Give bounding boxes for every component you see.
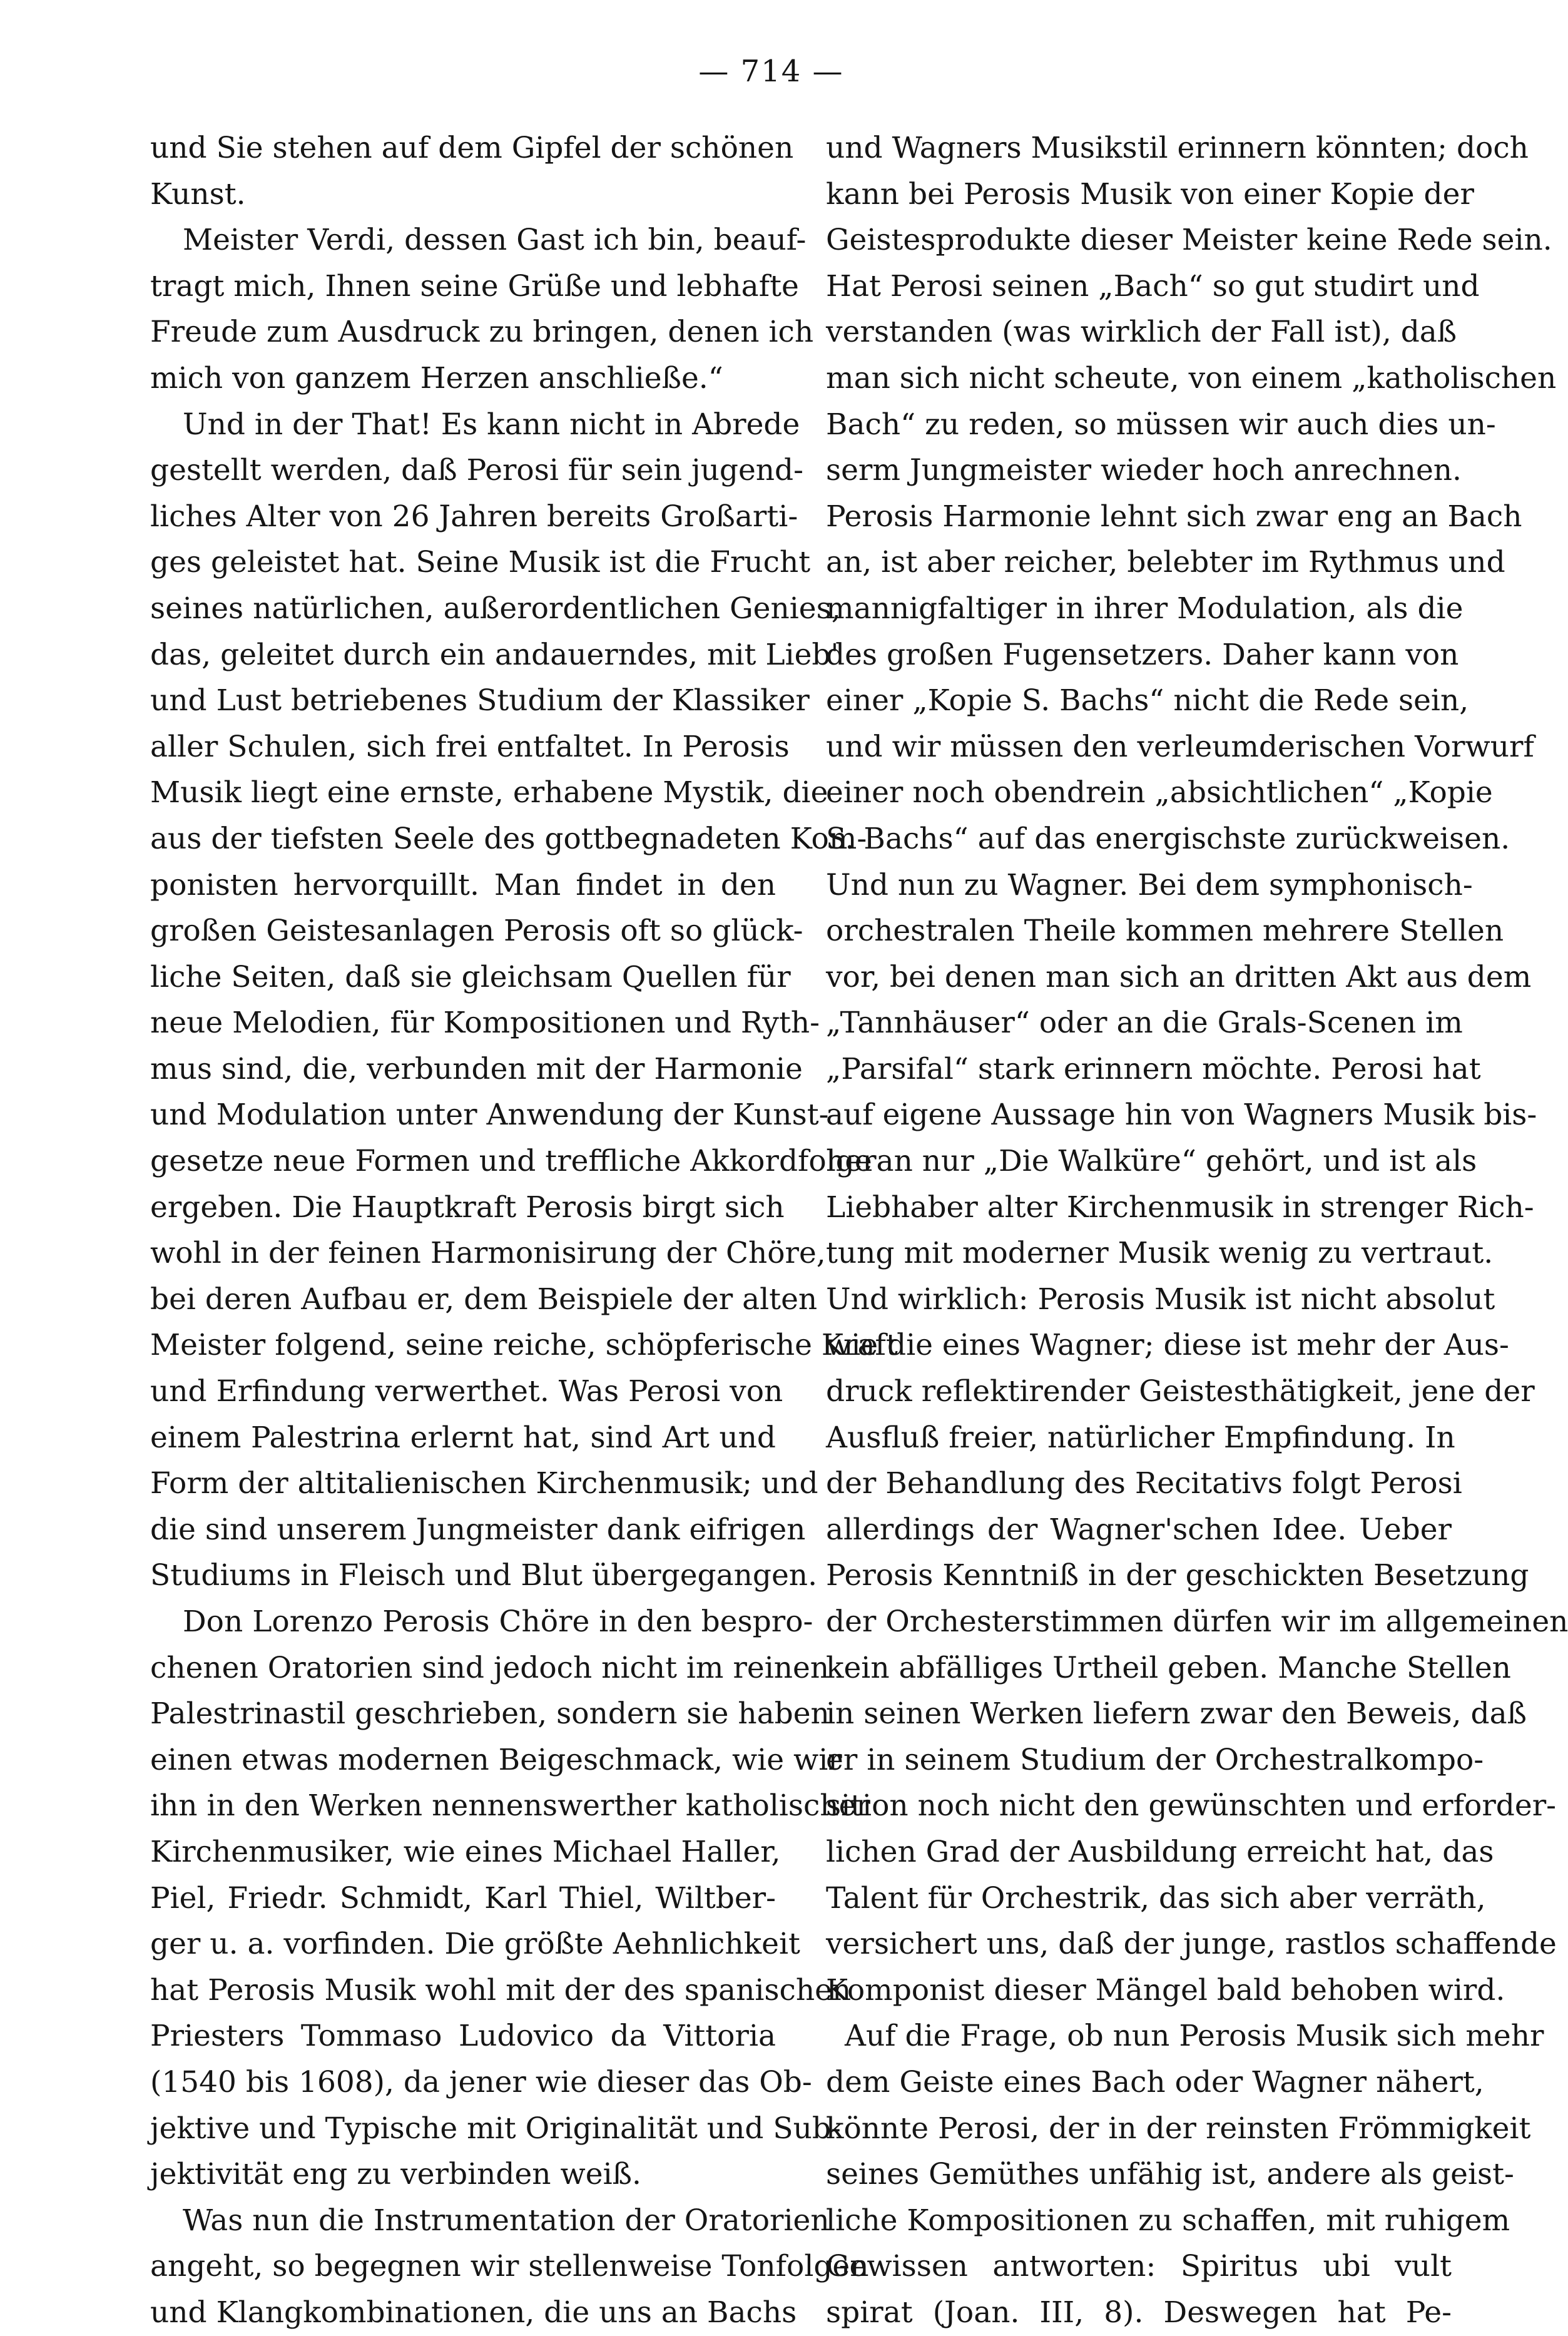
text-line: Was nun die Instrumentation der Oratorien	[183, 2203, 830, 2238]
text-line: Liebhaber alter Kirchenmusik in strenger Rich-	[826, 1190, 1534, 1225]
text-line: verstanden (was wirklich der Fall ist), daß	[826, 315, 1457, 350]
text-line: mich von ganzem Herzen anschließe.“	[150, 360, 723, 395]
text-line: die sind unserem Jungmeister dank eifrigen	[150, 1512, 806, 1547]
text-line: in seinen Werken liefern zwar den Beweis, daß	[826, 1696, 1527, 1732]
text-line: Komponist dieser Mängel bald behoben wird.	[826, 1972, 1505, 2007]
text-line: Kirchenmusiker, wie eines Michael Haller,	[150, 1834, 781, 1869]
text-line: an, ist aber reicher, belebter im Rythmus und	[826, 545, 1505, 580]
text-line: Freude zum Ausdruck zu bringen, denen ich	[150, 315, 814, 350]
text-line: Piel, Friedr. Schmidt, Karl Thiel, Wiltber-	[150, 1880, 776, 1915]
text-line: Kunst.	[150, 176, 246, 212]
text-line: einen etwas modernen Beigeschmack, wie wir	[150, 1742, 842, 1777]
text-line: neue Melodien, für Kompositionen und Ryth-	[150, 1006, 820, 1041]
text-line: gesetze neue Formen und treffliche Akkordfolge	[150, 1144, 872, 1179]
text-line: einem Palestrina erlernt hat, sind Art und	[150, 1420, 776, 1455]
text-line: er in seinem Studium der Orchestralkompo-	[826, 1742, 1484, 1777]
text-line: einer noch obendrein „absichtlichen“ „Kopie	[826, 775, 1493, 810]
text-line: aus der tiefsten Seele des gottbegnadeten Kom-	[150, 821, 867, 856]
text-line: tragt mich, Ihnen seine Grüße und lebhafte	[150, 268, 799, 303]
text-line: Musik liegt eine ernste, erhabene Mystik, die	[150, 775, 828, 810]
text-line: sition noch nicht den gewünschten und erforder-	[826, 1788, 1557, 1823]
text-line: und Wagners Musikstil erinnern könnten; doch	[826, 131, 1529, 165]
text-line: Meister Verdi, dessen Gast ich bin, beauf-	[183, 223, 807, 258]
text-line: der Behandlung des Recitativs folgt Perosi	[826, 1466, 1462, 1501]
text-line: Auf die Frage, ob nun Perosis Musik sich mehr	[845, 2019, 1544, 2054]
text-line: ponisten hervorquillt. Man findet in den	[150, 867, 776, 902]
text-line: kein abfälliges Urtheil geben. Manche Stellen	[826, 1650, 1511, 1685]
text-line: Perosis Kenntniß in der geschickten Besetzung	[826, 1558, 1529, 1593]
text-line: allerdings der Wagner'schen Idee. Ueber	[826, 1512, 1452, 1547]
text-line: tung mit moderner Musik wenig zu vertraut.	[826, 1236, 1494, 1271]
text-line: seines natürlichen, außerordentlichen Genies,	[150, 591, 841, 626]
text-line: Palestrinastil geschrieben, sondern sie haben	[150, 1696, 830, 1732]
text-line: Bach“ zu reden, so müssen wir auch dies un-	[826, 407, 1496, 442]
text-line: liche Kompositionen zu schaffen, mit ruhigem	[826, 2203, 1510, 2238]
text-line: Und nun zu Wagner. Bei dem symphonisch-	[826, 867, 1473, 902]
text-line: und wir müssen den verleumderischen Vorwurf	[826, 729, 1534, 764]
text-line: chenen Oratorien sind jedoch nicht im reinen	[150, 1650, 830, 1685]
text-line: Talent für Orchestrik, das sich aber verräth,	[826, 1880, 1486, 1915]
text-line: das, geleitet durch ein andauerndes, mit Lieb'	[150, 637, 839, 672]
text-line: aller Schulen, sich frei entfaltet. In Perosis	[150, 729, 790, 764]
text-line: liches Alter von 26 Jahren bereits Großarti-	[150, 499, 798, 534]
text-line: und Erfindung verwerthet. Was Perosi von	[150, 1374, 783, 1409]
text-line: und Klangkombinationen, die uns an Bachs	[150, 2295, 797, 2330]
text-line: Meister folgend, seine reiche, schöpferische Kraft	[150, 1328, 898, 1363]
text-line: einer „Kopie S. Bachs“ nicht die Rede sein,	[826, 683, 1469, 718]
text-line: seines Gemüthes unfähig ist, andere als geist-	[826, 2157, 1514, 2192]
text-line: ergeben. Die Hauptkraft Perosis birgt sich	[150, 1190, 785, 1225]
text-line: „Parsifal“ stark erinnern möchte. Perosi hat	[826, 1051, 1481, 1086]
text-line: liche Seiten, daß sie gleichsam Quellen für	[150, 959, 791, 994]
text-line: ger u. a. vorfinden. Die größte Aehnlichkeit	[150, 1927, 800, 1962]
text-line: angeht, so begegnen wir stellenweise Tonfolgen	[150, 2249, 869, 2284]
text-line: Und wirklich: Perosis Musik ist nicht absolut	[826, 1282, 1495, 1317]
text-line: spirat (Joan. III, 8). Deswegen hat Pe-	[826, 2295, 1452, 2330]
text-line: Gewissen antworten: Spiritus ubi vult	[826, 2249, 1452, 2284]
text-line: kann bei Perosis Musik von einer Kopie der	[826, 176, 1474, 212]
text-line: Ausfluß freier, natürlicher Empfindung. In	[826, 1420, 1455, 1455]
text-line: man sich nicht scheute, von einem „katholischen	[826, 360, 1557, 395]
text-line: Studiums in Fleisch und Blut übergegangen.	[150, 1558, 818, 1593]
text-line: der Orchesterstimmen dürfen wir im allgemeinen	[826, 1604, 1568, 1639]
text-line: auf eigene Aussage hin von Wagners Musik bis-	[826, 1098, 1537, 1133]
text-line: und Modulation unter Anwendung der Kunst-	[150, 1098, 829, 1133]
text-line: vor, bei denen man sich an dritten Akt aus dem	[826, 959, 1532, 994]
text-line: großen Geistesanlagen Perosis oft so glück-	[150, 914, 803, 949]
text-line: hat Perosis Musik wohl mit der des spanischen	[150, 1972, 852, 2007]
text-line: jektive und Typische mit Originalität und Sub-	[150, 2111, 841, 2146]
text-line: lichen Grad der Ausbildung erreicht hat, das	[826, 1834, 1494, 1869]
text-line: Don Lorenzo Perosis Chöre in den bespro-	[183, 1604, 813, 1639]
text-line: Priesters Tommaso Ludovico da Vittoria	[150, 2019, 776, 2054]
text-line: bei deren Aufbau er, dem Beispiele der alten	[150, 1282, 818, 1317]
text-line: Perosis Harmonie lehnt sich zwar eng an Bach	[826, 499, 1522, 534]
text-line: heran nur „Die Walküre“ gehört, und ist als	[826, 1144, 1477, 1179]
left-column	[150, 125, 898, 2330]
text-line: S. Bachs“ auf das energischste zurückweisen.	[826, 821, 1510, 856]
text-line: Geistesprodukte dieser Meister keine Rede sein.	[826, 223, 1552, 258]
text-line: (1540 bis 1608), da jener wie dieser das Ob-	[150, 2064, 812, 2099]
text-line: wohl in der feinen Harmonisirung der Chöre,	[150, 1236, 826, 1271]
text-line: Und in der That! Es kann nicht in Abrede	[183, 407, 800, 442]
text-line: und Sie stehen auf dem Gipfel der schönen	[150, 131, 794, 165]
text-line: mannigfaltiger in ihrer Modulation, als die	[826, 591, 1464, 626]
text-line: versichert uns, daß der junge, rastlos schaffende	[826, 1927, 1557, 1962]
page-number: — 714 —	[698, 54, 844, 89]
text-line: mus sind, die, verbunden mit der Harmonie	[150, 1051, 803, 1086]
text-line: könnte Perosi, der in der reinsten Frömmigkeit	[826, 2111, 1531, 2146]
right-column	[826, 125, 1568, 2330]
text-line: Form der altitalienischen Kirchenmusik; und	[150, 1466, 818, 1501]
text-line: jektivität eng zu verbinden weiß.	[150, 2157, 641, 2192]
text-line: „Tannhäuser“ oder an die Grals-Scenen im	[826, 1006, 1463, 1041]
text-line: gestellt werden, daß Perosi für sein jugend-	[150, 453, 804, 488]
text-line: ihn in den Werken nennenswerther katholischer	[150, 1788, 870, 1823]
text-line: des großen Fugensetzers. Daher kann von	[826, 637, 1459, 672]
text-line: Hat Perosi seinen „Bach“ so gut studirt und	[826, 268, 1480, 303]
text-line: orchestralen Theile kommen mehrere Stellen	[826, 914, 1504, 949]
text-line: wie die eines Wagner; diese ist mehr der Aus-	[826, 1328, 1509, 1363]
text-line: dem Geiste eines Bach oder Wagner nähert,	[826, 2064, 1484, 2099]
text-line: und Lust betriebenes Studium der Klassiker	[150, 683, 810, 718]
text-line: ges geleistet hat. Seine Musik ist die Frucht	[150, 545, 811, 580]
text-line: serm Jungmeister wieder hoch anrechnen.	[826, 453, 1462, 488]
text-line: druck reflektirender Geistesthätigkeit, jene der	[826, 1374, 1535, 1409]
